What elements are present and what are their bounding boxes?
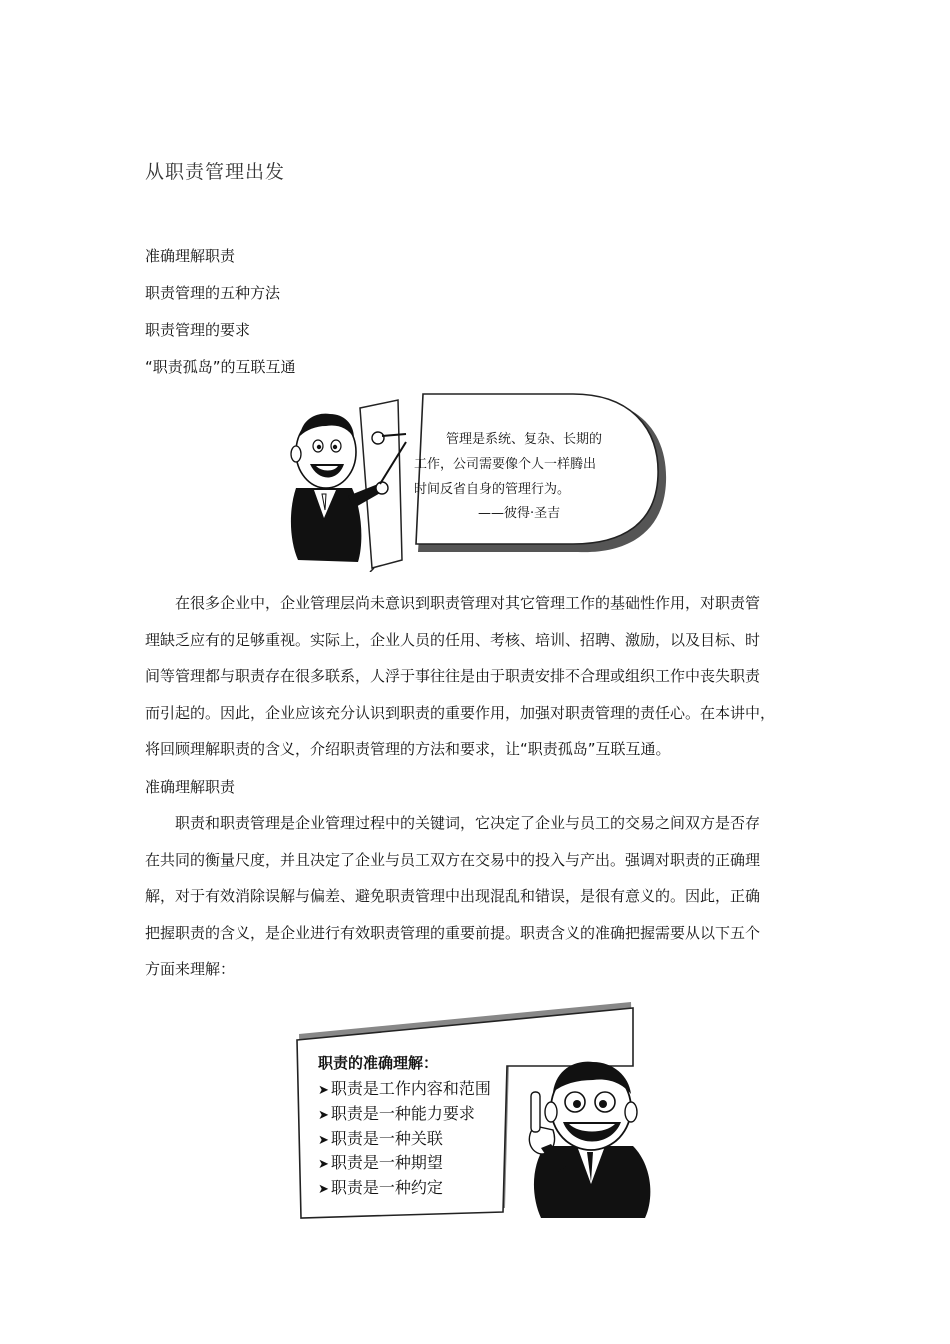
panel-title: 职责的准确理解： bbox=[318, 1054, 439, 1072]
panel-list bbox=[318, 1077, 491, 1201]
panel-item-label: 职责是一种关联 bbox=[330, 1128, 443, 1148]
presenter-hand bbox=[376, 482, 388, 494]
quote-line: 时间反省自身的管理行为。 bbox=[414, 482, 571, 497]
toc-item: 准确理解职责 bbox=[145, 247, 236, 265]
paragraph-line: 而引起的。因此，企业应该充分认识到职责的重要作用，加强对职责管理的责任心。在本讲中， bbox=[145, 703, 776, 722]
table-of-contents bbox=[145, 244, 296, 392]
paragraph-line: 职责和职责管理是企业管理过程中的关键词，它决定了企业与员工的交易之间双方是否存 bbox=[175, 814, 761, 832]
section-paragraph bbox=[145, 805, 807, 988]
panel-item-label: 职责是一种约定 bbox=[330, 1178, 443, 1198]
arrow-bullet-icon: ➤ bbox=[318, 1132, 329, 1148]
paragraph-line: 理缺乏应有的足够重视。实际上，企业人员的任用、考核、培训、招聘、激励，以及目标、时 bbox=[145, 630, 761, 649]
intro-paragraph bbox=[145, 585, 807, 768]
paragraph-line: 将回顾理解职责的含义，介绍职责管理的方法和要求，让“职责孤岛”互联互通。 bbox=[145, 740, 671, 758]
panel-item-label: 职责是工作内容和范围 bbox=[330, 1079, 491, 1098]
arrow-bullet-icon: ➤ bbox=[318, 1107, 329, 1123]
panel-list-item bbox=[318, 1077, 491, 1102]
paragraph-line: 方面来理解： bbox=[145, 960, 236, 978]
quote-attribution: ——彼得·圣吉 bbox=[478, 506, 561, 521]
quote-line: 管理是系统、复杂、长期的 bbox=[446, 432, 603, 447]
paragraph-line: 间等管理都与职责存在很多联系，人浮于事往往是由于职责安排不合理或组织工作中丧失职责 bbox=[145, 667, 761, 685]
panel-list-item bbox=[318, 1151, 491, 1176]
section-heading: 准确理解职责 bbox=[145, 778, 236, 796]
toc-item: 职责管理的要求 bbox=[145, 321, 251, 339]
toc-item: “职责孤岛”的互联互通 bbox=[145, 358, 296, 376]
arrow-bullet-icon: ➤ bbox=[318, 1182, 329, 1198]
panel-list-item bbox=[318, 1127, 491, 1152]
paragraph-line: 在共同的衡量尺度，并且决定了企业与员工双方在交易中的投入与产出。强调对职责的正确理 bbox=[145, 850, 761, 869]
quote-line: 工作，公司需要像个人一样腾出 bbox=[414, 457, 597, 472]
paragraph-line: 在很多企业中，企业管理层尚未意识到职责管理对其它管理工作的基础性作用，对职责管 bbox=[175, 594, 761, 612]
page-title: 从职责管理出发 bbox=[145, 161, 286, 183]
paragraph-line: 把握职责的含义，是企业进行有效职责管理的重要前提。职责含义的准确把握需要从以下五个 bbox=[145, 923, 761, 942]
panel-item-label: 职责是一种期望 bbox=[330, 1153, 443, 1173]
panel-list-item bbox=[318, 1102, 491, 1127]
arrow-bullet-icon: ➤ bbox=[318, 1157, 329, 1173]
pointing-finger bbox=[531, 1092, 540, 1132]
arrow-bullet-icon: ➤ bbox=[318, 1083, 329, 1098]
panel-list-item bbox=[318, 1176, 491, 1201]
panel-item-label: 职责是一种能力要求 bbox=[330, 1103, 475, 1123]
paragraph-line: 解，对于有效消除误解与偏差、避免职责管理中出现混乱和错误，是很有意义的。因此，正确 bbox=[145, 887, 761, 905]
toc-item: 职责管理的五种方法 bbox=[145, 284, 281, 302]
